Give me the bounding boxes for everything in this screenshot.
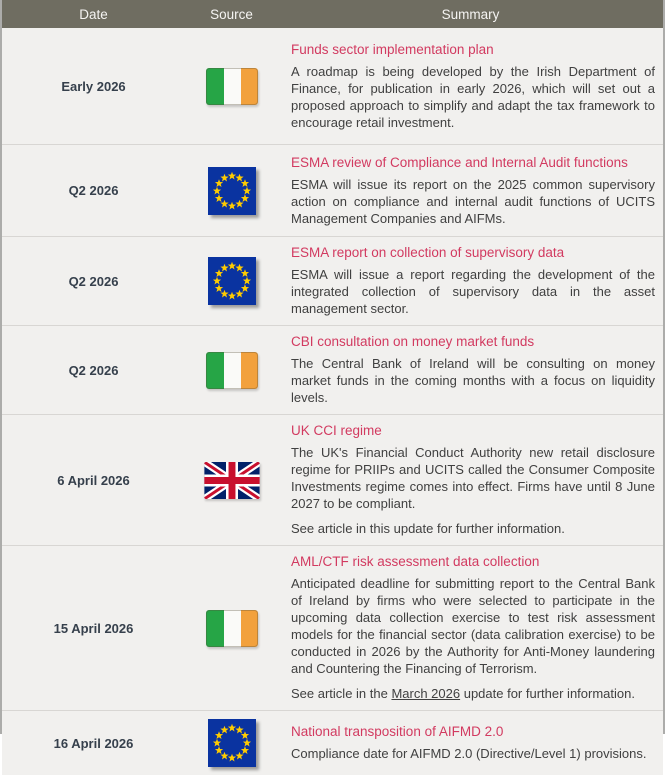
- date-cell: [2, 274, 185, 289]
- column-header-date: Date: [79, 6, 108, 22]
- paragraph-text: ESMA will issue a report regarding the development of the integrated collection of supervisory data in the asset management sector.: [291, 267, 655, 316]
- flag-slot: [208, 167, 256, 215]
- flag-slot: [206, 68, 258, 105]
- summary-cell: [278, 147, 668, 235]
- date-text: Q2 2026: [68, 183, 119, 198]
- flag-slot: [208, 257, 256, 305]
- summary-title: National transposition of AIFMD 2.0: [291, 724, 504, 739]
- date-text: Early 2026: [61, 78, 126, 94]
- table-row: [2, 414, 663, 545]
- paragraph-text: A roadmap is being developed by the Irish Department of Finance, for publication in early 2026, which will set out a proposed approach to simplify and adapt the tax framework to encourage retail investment.: [291, 63, 655, 130]
- table-row: [2, 236, 663, 325]
- date-cell: [2, 79, 185, 94]
- column-header-source: Source: [210, 6, 253, 22]
- date-text: Q2 2026: [68, 362, 119, 378]
- flag-slot: [208, 719, 256, 767]
- ireland-flag-icon: [206, 68, 258, 105]
- paragraph-text: Anticipated deadline for submitting report to the Central Bank of Ireland by firms who were selected to participate in the upcoming data collection exercise to test risk assessment models for the financial sector (data calibration exercise) to be conducted in 2026 by the Authority for Anti-Money laundering and Countering the Financing of Terrorism.: [291, 576, 655, 676]
- summary-paragraph: [291, 575, 655, 677]
- column-header-summary: Summary: [441, 6, 500, 22]
- uk-flag-icon: [204, 462, 260, 499]
- summary-title: UK CCI regime: [291, 423, 382, 438]
- date-text: Q2 2026: [68, 273, 119, 289]
- eu-flag-icon: [208, 257, 256, 305]
- eu-flag-icon: [208, 167, 256, 215]
- summary-title: CBI consultation on money market funds: [291, 334, 535, 349]
- paragraph-text: The UK's Financial Conduct Authority new retail disclosure regime for PRIIPs and UCITS called the Consumer Composite Investments regime comes into effect. Firms have until 8 June 2027 to be compliant.: [291, 445, 655, 511]
- date-cell: [2, 736, 185, 751]
- date-text: 15 April 2026: [53, 620, 134, 636]
- table-row: [2, 545, 663, 710]
- summary-paragraph: [291, 520, 655, 537]
- summary-paragraph: [291, 266, 655, 317]
- paragraph-text: The Central Bank of Ireland will be consulting on money market funds in the coming months with a focus on liquidity levels.: [291, 356, 655, 405]
- source-cell: [185, 68, 278, 105]
- paragraph-text: See article in the: [291, 686, 392, 701]
- ireland-flag-icon: [206, 352, 258, 389]
- source-cell: [185, 167, 278, 215]
- paragraph-text: ESMA will issue its report on the 2025 common supervisory action on compliance and internal audit functions of UCITS Management Companies and AIFMs.: [291, 176, 655, 226]
- source-cell: [185, 257, 278, 305]
- update-link[interactable]: March 2026: [391, 686, 461, 701]
- paragraph-text: See article in this update for further information.: [291, 521, 565, 536]
- summary-paragraph: [291, 355, 655, 406]
- summary-paragraph: [291, 745, 655, 762]
- table-row: [2, 28, 663, 144]
- table-row: [2, 325, 663, 414]
- date-text: 16 April 2026: [53, 735, 134, 751]
- flag-slot: [206, 352, 258, 389]
- summary-cell: [278, 237, 668, 325]
- summary-cell: [278, 415, 668, 545]
- summary-cell: [278, 326, 668, 414]
- date-cell: [2, 473, 185, 488]
- flag-slot: [204, 462, 260, 499]
- summary-cell: [278, 34, 668, 139]
- flag-slot: [206, 610, 258, 647]
- eu-flag-icon: [208, 719, 256, 767]
- ireland-flag-icon: [206, 610, 258, 647]
- summary-paragraph: [291, 176, 655, 227]
- source-cell: [185, 610, 278, 647]
- source-cell: [185, 352, 278, 389]
- summary-paragraph: [291, 444, 655, 512]
- table-header: [2, 0, 663, 28]
- summary-title: ESMA report on collection of supervisory data: [291, 245, 565, 260]
- table-body: [2, 28, 663, 775]
- paragraph-text: Compliance date for AIFMD 2.0 (Directive/Level 1) provisions.: [291, 746, 647, 761]
- summary-cell: [278, 716, 668, 770]
- date-cell: [2, 363, 185, 378]
- table-row: [2, 710, 663, 775]
- summary-cell: [278, 546, 668, 710]
- summary-title: ESMA review of Compliance and Internal Audit functions: [291, 154, 628, 170]
- summary-paragraph: [291, 685, 655, 702]
- summary-paragraph: [291, 63, 655, 131]
- summary-title: AML/CTF risk assessment data collection: [291, 554, 540, 569]
- date-text: 6 April 2026: [57, 472, 130, 488]
- paragraph-text: update for further information.: [460, 686, 635, 701]
- date-cell: [2, 621, 185, 636]
- source-cell: [185, 462, 278, 499]
- table-row: [2, 144, 663, 236]
- source-cell: [185, 719, 278, 767]
- date-cell: [2, 183, 185, 198]
- summary-title: Funds sector implementation plan: [291, 41, 494, 57]
